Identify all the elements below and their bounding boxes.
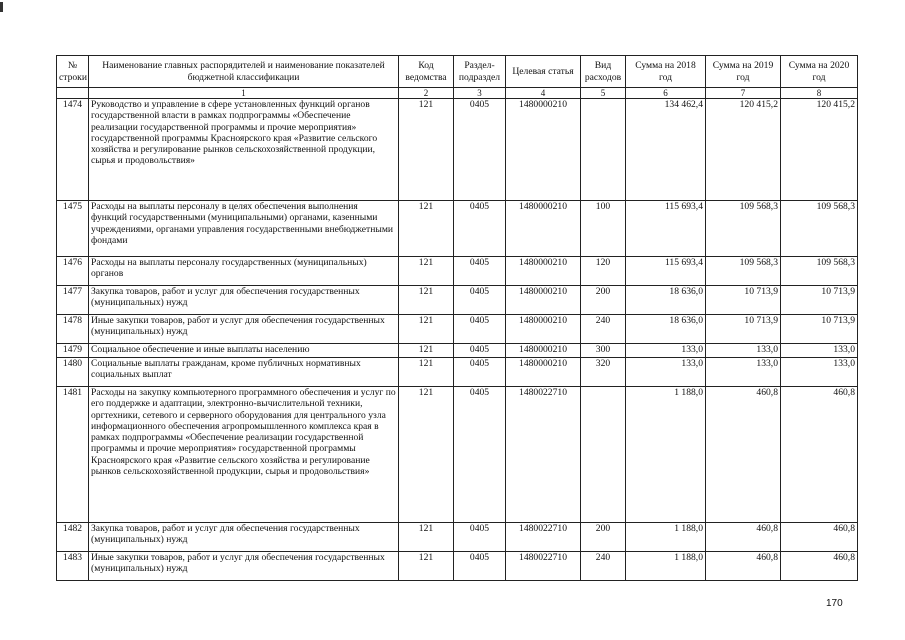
row-name: Иные закупки товаров, работ и услуг для обеспечения государственных (муниципальных) нужд — [89, 315, 399, 344]
row-name: Закупка товаров, работ и услуг для обеспечения государственных (муниципальных) нужд — [89, 523, 399, 552]
row-sum-2020: 460,8 — [781, 387, 858, 523]
column-number: 6 — [626, 88, 706, 99]
row-dept-code: 121 — [399, 315, 454, 344]
column-number: 2 — [399, 88, 454, 99]
row-expense-kind: 320 — [581, 358, 626, 387]
row-target-article: 1480022710 — [506, 552, 581, 581]
column-number: 4 — [506, 88, 581, 99]
table-header-row — [57, 56, 858, 88]
row-sum-2019: 133,0 — [706, 358, 781, 387]
row-expense-kind: 200 — [581, 523, 626, 552]
header-name: Наименование главных распорядителей и наименование показателей бюджетной классификации — [89, 56, 399, 88]
row-target-article: 1480000210 — [506, 201, 581, 257]
row-number: 1481 — [57, 387, 89, 523]
row-expense-kind: 240 — [581, 315, 626, 344]
row-dept-code: 121 — [399, 257, 454, 286]
row-dept-code: 121 — [399, 358, 454, 387]
row-sum-2019: 460,8 — [706, 523, 781, 552]
row-name: Расходы на выплаты персоналу в целях обеспечения выполнения функций государственными (муниципальными) органами, казенными учреждениями, органами управления государственными внебюджетными фондами — [89, 201, 399, 257]
row-sum-2020: 460,8 — [781, 523, 858, 552]
row-target-article: 1480000210 — [506, 344, 581, 358]
row-section: 0405 — [454, 344, 506, 358]
row-section: 0405 — [454, 201, 506, 257]
row-dept-code: 121 — [399, 201, 454, 257]
row-sum-2019: 109 568,3 — [706, 201, 781, 257]
row-expense-kind — [581, 99, 626, 201]
table-row — [57, 315, 858, 344]
row-name: Расходы на выплаты персоналу государственных (муниципальных) органов — [89, 257, 399, 286]
row-target-article: 1480000210 — [506, 257, 581, 286]
header-row-number: № строки — [57, 56, 89, 88]
row-expense-kind: 240 — [581, 552, 626, 581]
row-name: Закупка товаров, работ и услуг для обеспечения государственных (муниципальных) нужд — [89, 286, 399, 315]
row-section: 0405 — [454, 387, 506, 523]
table-row — [57, 552, 858, 581]
table-row — [57, 257, 858, 286]
row-target-article: 1480022710 — [506, 523, 581, 552]
table-row — [57, 358, 858, 387]
row-number: 1474 — [57, 99, 89, 201]
column-number: 7 — [706, 88, 781, 99]
row-section: 0405 — [454, 315, 506, 344]
row-dept-code: 121 — [399, 286, 454, 315]
row-sum-2020: 109 568,3 — [781, 201, 858, 257]
row-sum-2018: 1 188,0 — [626, 552, 706, 581]
row-dept-code: 121 — [399, 344, 454, 358]
row-sum-2018: 133,0 — [626, 358, 706, 387]
table-row — [57, 523, 858, 552]
column-number-row — [57, 88, 858, 99]
scan-edge-mark — [0, 2, 3, 12]
row-sum-2020: 120 415,2 — [781, 99, 858, 201]
row-sum-2020: 460,8 — [781, 552, 858, 581]
table-row — [57, 99, 858, 201]
page-number: 170 — [826, 598, 843, 609]
row-sum-2019: 120 415,2 — [706, 99, 781, 201]
column-number: 8 — [781, 88, 858, 99]
table-row — [57, 286, 858, 315]
row-target-article: 1480000210 — [506, 286, 581, 315]
row-sum-2019: 460,8 — [706, 552, 781, 581]
row-section: 0405 — [454, 286, 506, 315]
header-expense-kind: Вид расходов — [581, 56, 626, 88]
row-sum-2019: 460,8 — [706, 387, 781, 523]
row-sum-2018: 18 636,0 — [626, 286, 706, 315]
row-expense-kind: 200 — [581, 286, 626, 315]
row-name: Иные закупки товаров, работ и услуг для обеспечения государственных (муниципальных) нужд — [89, 552, 399, 581]
row-sum-2018: 115 693,4 — [626, 201, 706, 257]
row-number: 1480 — [57, 358, 89, 387]
row-sum-2018: 1 188,0 — [626, 387, 706, 523]
row-name: Социальное обеспечение и иные выплаты населению — [89, 344, 399, 358]
row-sum-2020: 10 713,9 — [781, 286, 858, 315]
column-number: 1 — [89, 88, 399, 99]
row-sum-2018: 115 693,4 — [626, 257, 706, 286]
row-expense-kind: 300 — [581, 344, 626, 358]
header-target-article: Целевая статья — [506, 56, 581, 88]
header-dept-code: Код ведомства — [399, 56, 454, 88]
column-number-blank — [57, 88, 89, 99]
row-dept-code: 121 — [399, 552, 454, 581]
row-section: 0405 — [454, 552, 506, 581]
row-section: 0405 — [454, 523, 506, 552]
row-dept-code: 121 — [399, 99, 454, 201]
row-sum-2020: 109 568,3 — [781, 257, 858, 286]
row-sum-2020: 133,0 — [781, 358, 858, 387]
row-section: 0405 — [454, 99, 506, 201]
row-number: 1476 — [57, 257, 89, 286]
row-dept-code: 121 — [399, 523, 454, 552]
row-section: 0405 — [454, 257, 506, 286]
row-number: 1478 — [57, 315, 89, 344]
row-sum-2018: 134 462,4 — [626, 99, 706, 201]
row-sum-2020: 133,0 — [781, 344, 858, 358]
row-number: 1475 — [57, 201, 89, 257]
row-target-article: 1480000210 — [506, 99, 581, 201]
row-expense-kind — [581, 387, 626, 523]
row-number: 1483 — [57, 552, 89, 581]
row-sum-2018: 18 636,0 — [626, 315, 706, 344]
row-target-article: 1480022710 — [506, 387, 581, 523]
row-name: Социальные выплаты гражданам, кроме публичных нормативных социальных выплат — [89, 358, 399, 387]
row-expense-kind: 100 — [581, 201, 626, 257]
column-number: 3 — [454, 88, 506, 99]
header-sum-2020: Сумма на 2020 год — [781, 56, 858, 88]
column-number: 5 — [581, 88, 626, 99]
row-number: 1479 — [57, 344, 89, 358]
row-sum-2019: 109 568,3 — [706, 257, 781, 286]
row-target-article: 1480000210 — [506, 315, 581, 344]
table-row — [57, 344, 858, 358]
row-number: 1482 — [57, 523, 89, 552]
table-row — [57, 201, 858, 257]
row-name: Расходы на закупку компьютерного программного обеспечения и услуг по его поддержке и адаптации, электронно-вычислительной техники, оргтехники, сетевого и серверного оборудования для центрального узла информационного обеспечения агропромышленного комплекса края в рамках подпрограммы «Обеспечение реализации государственной программы и прочие мероприятия» государственной программы Красноярского края «Развитие сельского хозяйства и регулирование рынков сельскохозяйственной продукции, сырья и продовольствия» — [89, 387, 399, 523]
row-sum-2019: 133,0 — [706, 344, 781, 358]
row-target-article: 1480000210 — [506, 358, 581, 387]
header-section: Раздел-подраздел — [454, 56, 506, 88]
header-sum-2019: Сумма на 2019 год — [706, 56, 781, 88]
table-row — [57, 387, 858, 523]
row-name: Руководство и управление в сфере установленных функций органов государственной власти в рамках подпрограммы «Обеспечение реализации государственной программы и прочие мероприятия» государственной программы Красноярского края «Развитие сельского хозяйства и регулирование рынков сельскохозяйственной продукции, сырья и продовольствия» — [89, 99, 399, 201]
row-expense-kind: 120 — [581, 257, 626, 286]
row-section: 0405 — [454, 358, 506, 387]
row-sum-2019: 10 713,9 — [706, 286, 781, 315]
budget-table — [56, 55, 858, 581]
row-dept-code: 121 — [399, 387, 454, 523]
header-sum-2018: Сумма на 2018 год — [626, 56, 706, 88]
row-number: 1477 — [57, 286, 89, 315]
row-sum-2020: 10 713,9 — [781, 315, 858, 344]
row-sum-2018: 1 188,0 — [626, 523, 706, 552]
row-sum-2018: 133,0 — [626, 344, 706, 358]
row-sum-2019: 10 713,9 — [706, 315, 781, 344]
